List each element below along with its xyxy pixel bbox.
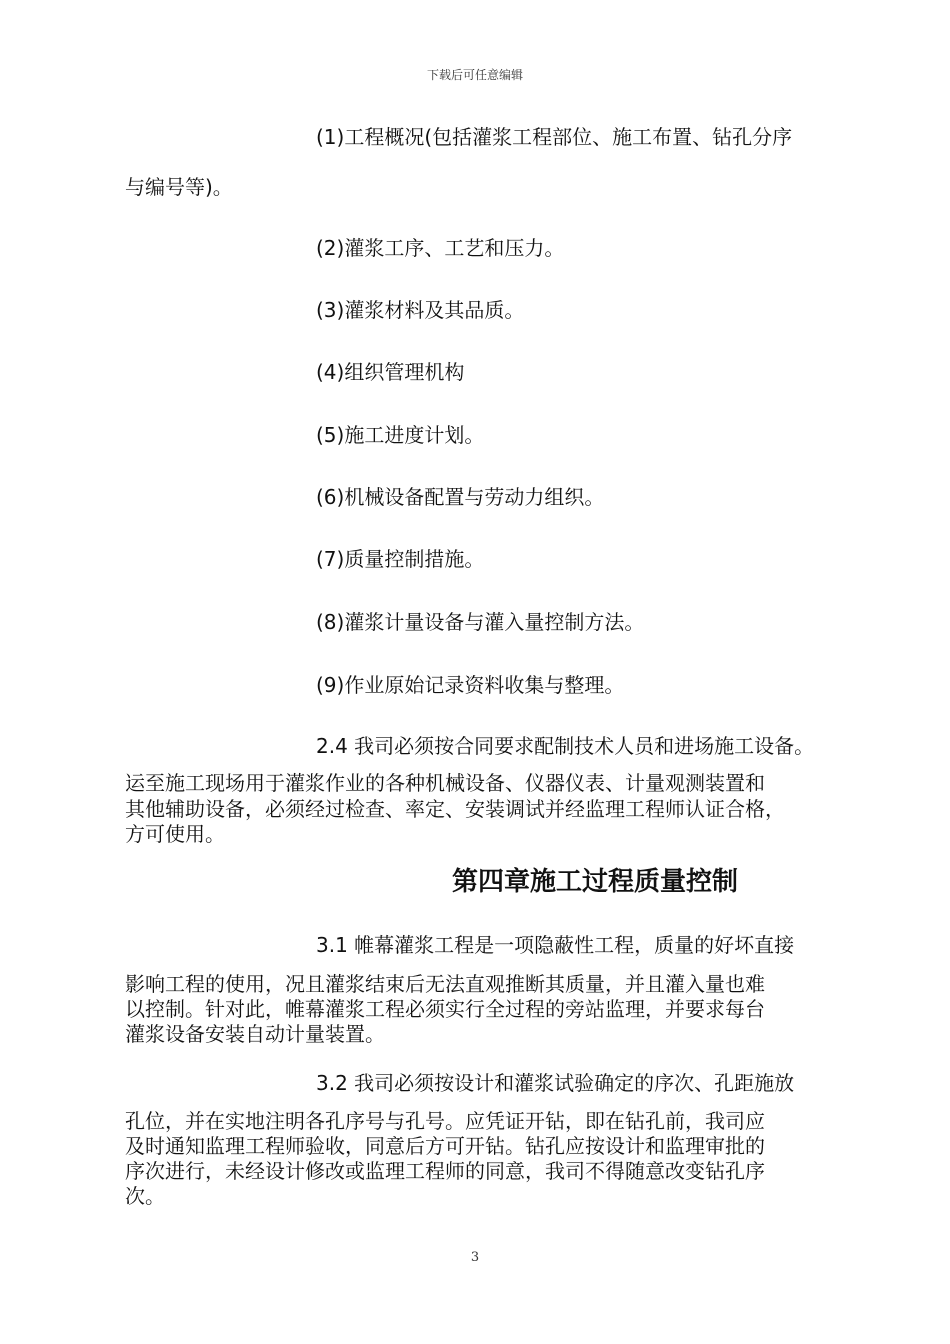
paragraph-3-2-line: 序次进行，未经设计修改或监理工程师的同意，我司不得随意改变钻孔序 bbox=[125, 1159, 765, 1183]
list-item: (7)质量控制措施。 bbox=[316, 547, 485, 571]
paragraph-3-2-line: 及时通知监理工程师验收，同意后方可开钻。钻孔应按设计和监理审批的 bbox=[125, 1134, 765, 1158]
list-item-continued: 与编号等)。 bbox=[125, 175, 233, 199]
list-item: (2)灌浆工序、工艺和压力。 bbox=[316, 236, 565, 260]
list-item: (9)作业原始记录资料收集与整理。 bbox=[316, 673, 625, 697]
list-item: (8)灌浆计量设备与灌入量控制方法。 bbox=[316, 610, 645, 634]
list-item: (4)组织管理机构 bbox=[316, 360, 465, 384]
paragraph-3-2-line: 次。 bbox=[125, 1184, 165, 1208]
paragraph-2-4-line: 2.4 我司必须按合同要求配制技术人员和进场施工设备。 bbox=[316, 734, 815, 758]
paragraph-3-1-line: 灌浆设备安装自动计量装置。 bbox=[125, 1022, 385, 1046]
page-number: 3 bbox=[470, 1250, 480, 1265]
paragraph-3-2-line: 3.2 我司必须按设计和灌浆试验确定的序次、孔距施放 bbox=[316, 1071, 795, 1095]
paragraph-3-1-line: 3.1 帷幕灌浆工程是一项隐蔽性工程，质量的好坏直接 bbox=[316, 933, 795, 957]
list-item: (5)施工进度计划。 bbox=[316, 423, 485, 447]
page-header-note: 下载后可任意编辑 bbox=[426, 68, 523, 82]
paragraph-3-1-line: 以控制。针对此，帷幕灌浆工程必须实行全过程的旁站监理，并要求每台 bbox=[125, 997, 765, 1021]
list-item: (3)灌浆材料及其品质。 bbox=[316, 298, 525, 322]
paragraph-2-4-line: 其他辅助设备，必须经过检查、率定、安装调试并经监理工程师认证合格， bbox=[125, 797, 785, 821]
list-item: (6)机械设备配置与劳动力组织。 bbox=[316, 485, 605, 509]
paragraph-2-4-line: 方可使用。 bbox=[125, 822, 225, 846]
list-item: (1)工程概况(包括灌浆工程部位、施工布置、钻孔分序 bbox=[316, 125, 793, 149]
chapter-title: 第四章施工过程质量控制 bbox=[452, 867, 739, 897]
paragraph-2-4-line: 运至施工现场用于灌浆作业的各种机械设备、仪器仪表、计量观测装置和 bbox=[125, 771, 765, 795]
paragraph-3-1-line: 影响工程的使用，况且灌浆结束后无法直观推断其质量，并且灌入量也难 bbox=[125, 972, 765, 996]
paragraph-3-2-line: 孔位，并在实地注明各孔序号与孔号。应凭证开钻，即在钻孔前，我司应 bbox=[125, 1109, 765, 1133]
